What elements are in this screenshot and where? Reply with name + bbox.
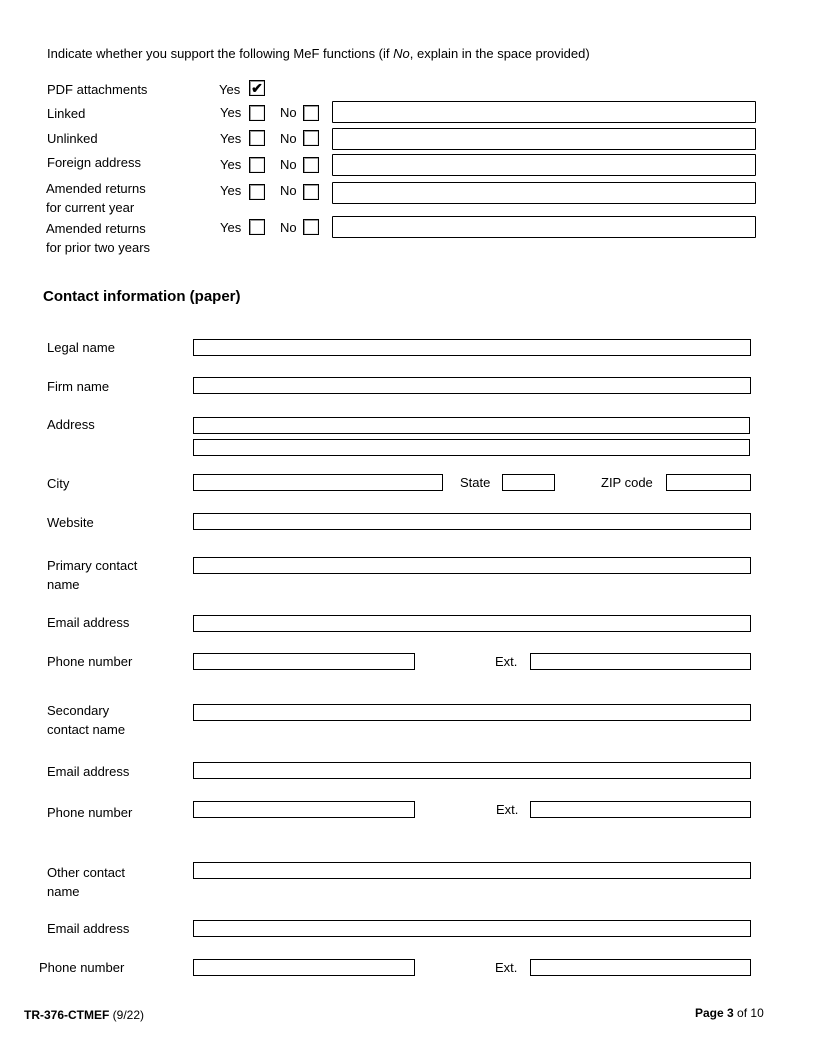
mef-label-amended-current-line1: Amended returns [46,181,146,196]
mef-no-label: No [280,131,297,146]
intro-italic-no: No [393,46,410,61]
city-label: City [47,476,70,491]
pdf-attachments-yes-checkbox[interactable] [249,80,265,96]
other-email-label: Email address [47,921,130,936]
mef-no-label: No [280,105,297,120]
intro-text: Indicate whether you support the following MeF functions (if No, explain in the space provided) [47,46,590,61]
form-id: TR-376-CTMEF (9/22) [24,1008,145,1022]
secondary-phone-label: Phone number [47,805,133,820]
mef-yes-label: Yes [220,105,242,120]
amended-current-explanation-input[interactable] [332,182,756,204]
foreign-address-explanation-input[interactable] [332,154,756,176]
primary-contact-label-line2: name [47,577,80,592]
other-ext-label: Ext. [495,960,518,975]
secondary-ext-label: Ext. [496,802,519,817]
mef-yes-label: Yes [220,131,242,146]
check-mark-icon: ✔ [251,80,263,96]
mef-label-amended-prior-line1: Amended returns [46,221,146,236]
other-contact-label-line2: name [47,884,80,899]
foreign-address-no-checkbox[interactable] [303,157,319,173]
unlinked-yes-checkbox[interactable] [249,130,265,146]
mef-label-foreign-address: Foreign address [47,155,141,170]
state-label: State [460,475,491,490]
address-line1-input[interactable] [193,417,750,434]
mef-yes-label: Yes [220,157,242,172]
primary-email-label: Email address [47,615,130,630]
firm-name-input[interactable] [193,377,751,394]
mef-label-linked: Linked [47,106,86,121]
secondary-contact-name-input[interactable] [193,704,751,721]
mef-no-label: No [280,157,297,172]
zip-code-label: ZIP code [601,475,653,490]
unlinked-no-checkbox[interactable] [303,130,319,146]
website-input[interactable] [193,513,751,530]
unlinked-explanation-input[interactable] [332,128,756,150]
zip-code-input[interactable] [666,474,751,491]
mef-label-pdf-attachments: PDF attachments [47,82,148,97]
primary-ext-input[interactable] [530,653,751,670]
section-heading-contact-paper: Contact information (paper) [43,288,241,305]
other-phone-label: Phone number [39,960,125,975]
mef-no-label: No [280,220,297,235]
secondary-email-label: Email address [47,764,130,779]
primary-phone-label: Phone number [47,654,133,669]
website-label: Website [47,515,94,530]
amended-current-yes-checkbox[interactable] [249,184,265,200]
amended-prior-no-checkbox[interactable] [303,219,319,235]
mef-label-amended-prior-line2: for prior two years [46,240,151,255]
address-line2-input[interactable] [193,439,750,456]
linked-no-checkbox[interactable] [303,105,319,121]
other-ext-input[interactable] [530,959,751,976]
linked-explanation-input[interactable] [332,101,756,123]
page-number: Page 3 of 10 [695,1006,764,1020]
firm-name-label: Firm name [47,379,110,394]
primary-contact-label-line1: Primary contact [47,558,138,573]
mef-label-unlinked: Unlinked [47,131,98,146]
primary-ext-label: Ext. [495,654,518,669]
secondary-ext-input[interactable] [530,801,751,818]
primary-phone-input[interactable] [193,653,415,670]
mef-label-amended-current-line2: for current year [46,200,135,215]
other-contact-label-line1: Other contact [47,865,126,880]
linked-yes-checkbox[interactable] [249,105,265,121]
legal-name-input[interactable] [193,339,751,356]
primary-contact-name-input[interactable] [193,557,751,574]
secondary-phone-input[interactable] [193,801,415,818]
amended-prior-yes-checkbox[interactable] [249,219,265,235]
address-label: Address [47,417,95,432]
mef-no-label: No [280,183,297,198]
other-email-input[interactable] [193,920,751,937]
secondary-contact-label-line1: Secondary [47,703,110,718]
city-input[interactable] [193,474,443,491]
secondary-contact-label-line2: contact name [47,722,126,737]
secondary-email-input[interactable] [193,762,751,779]
mef-yes-label: Yes [220,183,242,198]
amended-prior-explanation-input[interactable] [332,216,756,238]
foreign-address-yes-checkbox[interactable] [249,157,265,173]
legal-name-label: Legal name [47,340,115,355]
mef-yes-label: Yes [219,82,241,97]
mef-yes-label: Yes [220,220,242,235]
state-input[interactable] [502,474,555,491]
other-phone-input[interactable] [193,959,415,976]
other-contact-name-input[interactable] [193,862,751,879]
primary-email-input[interactable] [193,615,751,632]
amended-current-no-checkbox[interactable] [303,184,319,200]
